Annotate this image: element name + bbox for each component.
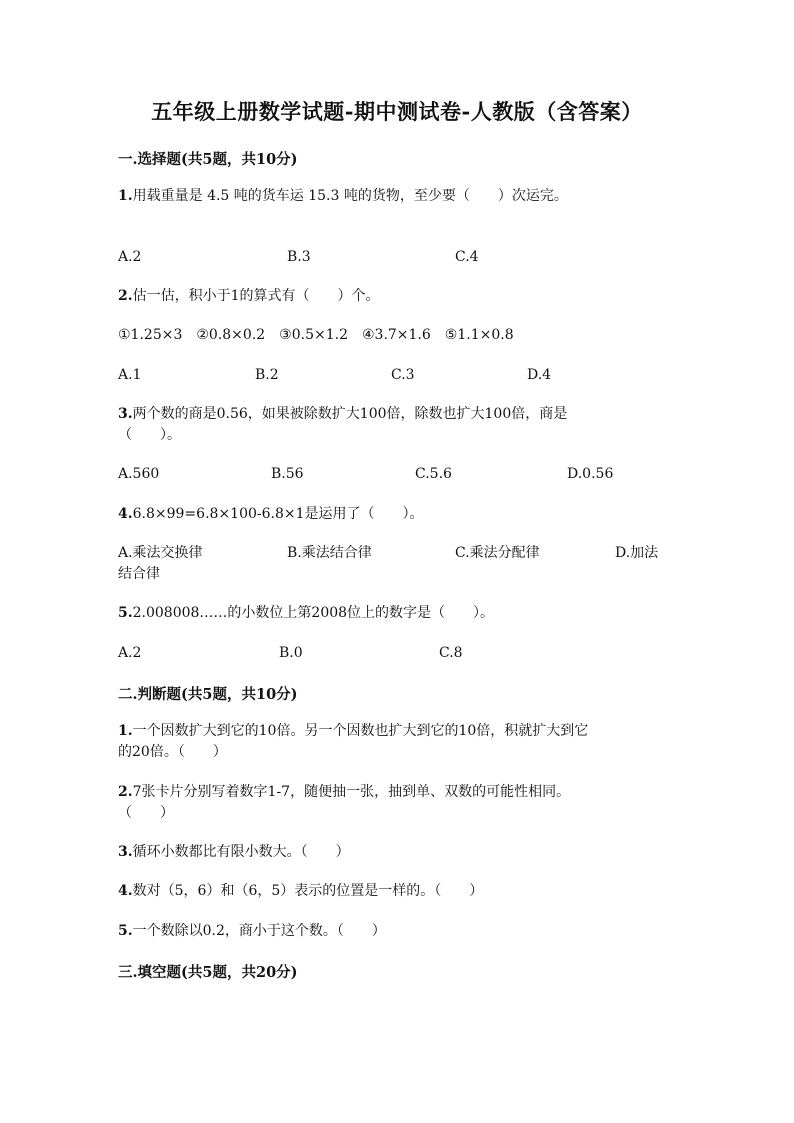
section-heading-judge: 二.判断题(共5题，共10分) xyxy=(118,686,298,703)
option-b: B.乘法结合律 xyxy=(287,545,372,561)
option-b: B.2 xyxy=(255,367,279,383)
option-b: B.56 xyxy=(271,466,304,482)
choice-question-1 xyxy=(118,185,678,207)
question-text-continued: 的20倍。（ ） xyxy=(118,744,227,760)
option-d-continued: 结合律 xyxy=(118,566,160,582)
option-b: B.0 xyxy=(279,645,303,661)
question-text: 数对（5，6）和（6，5）表示的位置是一样的。（ ） xyxy=(132,883,484,899)
question-text: 用载重量是 4.5 吨的货车运 15.3 吨的货物，至少要（ ）次运完。 xyxy=(132,188,568,204)
question-text: 两个数的商是0.56，如果被除数扩大100倍，除数也扩大100倍，商是 xyxy=(132,406,568,422)
option-b: B.3 xyxy=(287,249,311,265)
question-text: 一个数除以0.2，商小于这个数。（ ） xyxy=(132,923,386,939)
option-c: C.乘法分配律 xyxy=(455,545,540,561)
option-c: C.8 xyxy=(439,645,463,661)
question-formulas: ①1.25×3 ②0.8×0.2 ③0.5×1.2 ④3.7×1.6 ⑤1.1×0.8 xyxy=(118,327,514,343)
section-heading-choice: 一.选择题(共5题，共10分) xyxy=(118,151,298,168)
question-number: 3. xyxy=(118,844,133,860)
option-c: C.4 xyxy=(455,249,479,265)
judge-question-2 xyxy=(118,781,678,803)
choice-question-2 xyxy=(118,285,678,307)
question-number: 5. xyxy=(118,605,133,621)
judge-question-5 xyxy=(118,920,678,942)
option-d: D.0.56 xyxy=(567,466,614,482)
question-number: 3. xyxy=(118,406,133,422)
question-number: 1. xyxy=(118,188,133,204)
question-text: 估一估，积小于1的算式有（ ）个。 xyxy=(132,288,380,304)
choice-question-3 xyxy=(118,403,678,425)
option-d: D.4 xyxy=(527,367,552,383)
page-title: 五年级上册数学试题-期中测试卷-人教版（含答案） xyxy=(151,99,643,124)
option-a: A.乘法交换律 xyxy=(118,545,203,561)
question-number: 5. xyxy=(118,923,133,939)
question-text: 2.008008……的小数位上第2008位上的数字是（ ）。 xyxy=(132,605,495,621)
choice-question-4 xyxy=(118,503,678,525)
option-a: A.2 xyxy=(118,645,142,661)
question-text: 6.8×99=6.8×100-6.8×1是运用了（ ）。 xyxy=(132,506,424,522)
question-text-continued: （ ） xyxy=(118,805,174,821)
question-text: 循环小数都比有限小数大。（ ） xyxy=(132,844,350,860)
judge-question-4 xyxy=(118,880,678,902)
option-a: A.560 xyxy=(118,466,160,482)
question-text: 一个因数扩大到它的10倍。另一个因数也扩大到它的10倍，积就扩大到它 xyxy=(132,723,589,739)
option-c: C.5.6 xyxy=(415,466,452,482)
option-d: D.加法 xyxy=(615,545,659,561)
option-a: A.2 xyxy=(118,249,142,265)
question-number: 2. xyxy=(118,784,133,800)
question-number: 4. xyxy=(118,506,133,522)
section-heading-fill: 三.填空题(共5题，共20分) xyxy=(118,964,298,981)
option-c: C.3 xyxy=(391,367,415,383)
question-number: 2. xyxy=(118,288,133,304)
choice-question-5 xyxy=(118,602,678,624)
question-text: 7张卡片分别写着数字1-7，随便抽一张，抽到单、双数的可能性相同。 xyxy=(132,784,571,800)
question-text-continued: （ ）。 xyxy=(118,427,181,443)
question-number: 1. xyxy=(118,723,133,739)
question-number: 4. xyxy=(118,883,133,899)
judge-question-3 xyxy=(118,841,678,863)
judge-question-1 xyxy=(118,720,678,742)
option-a: A.1 xyxy=(118,367,142,383)
